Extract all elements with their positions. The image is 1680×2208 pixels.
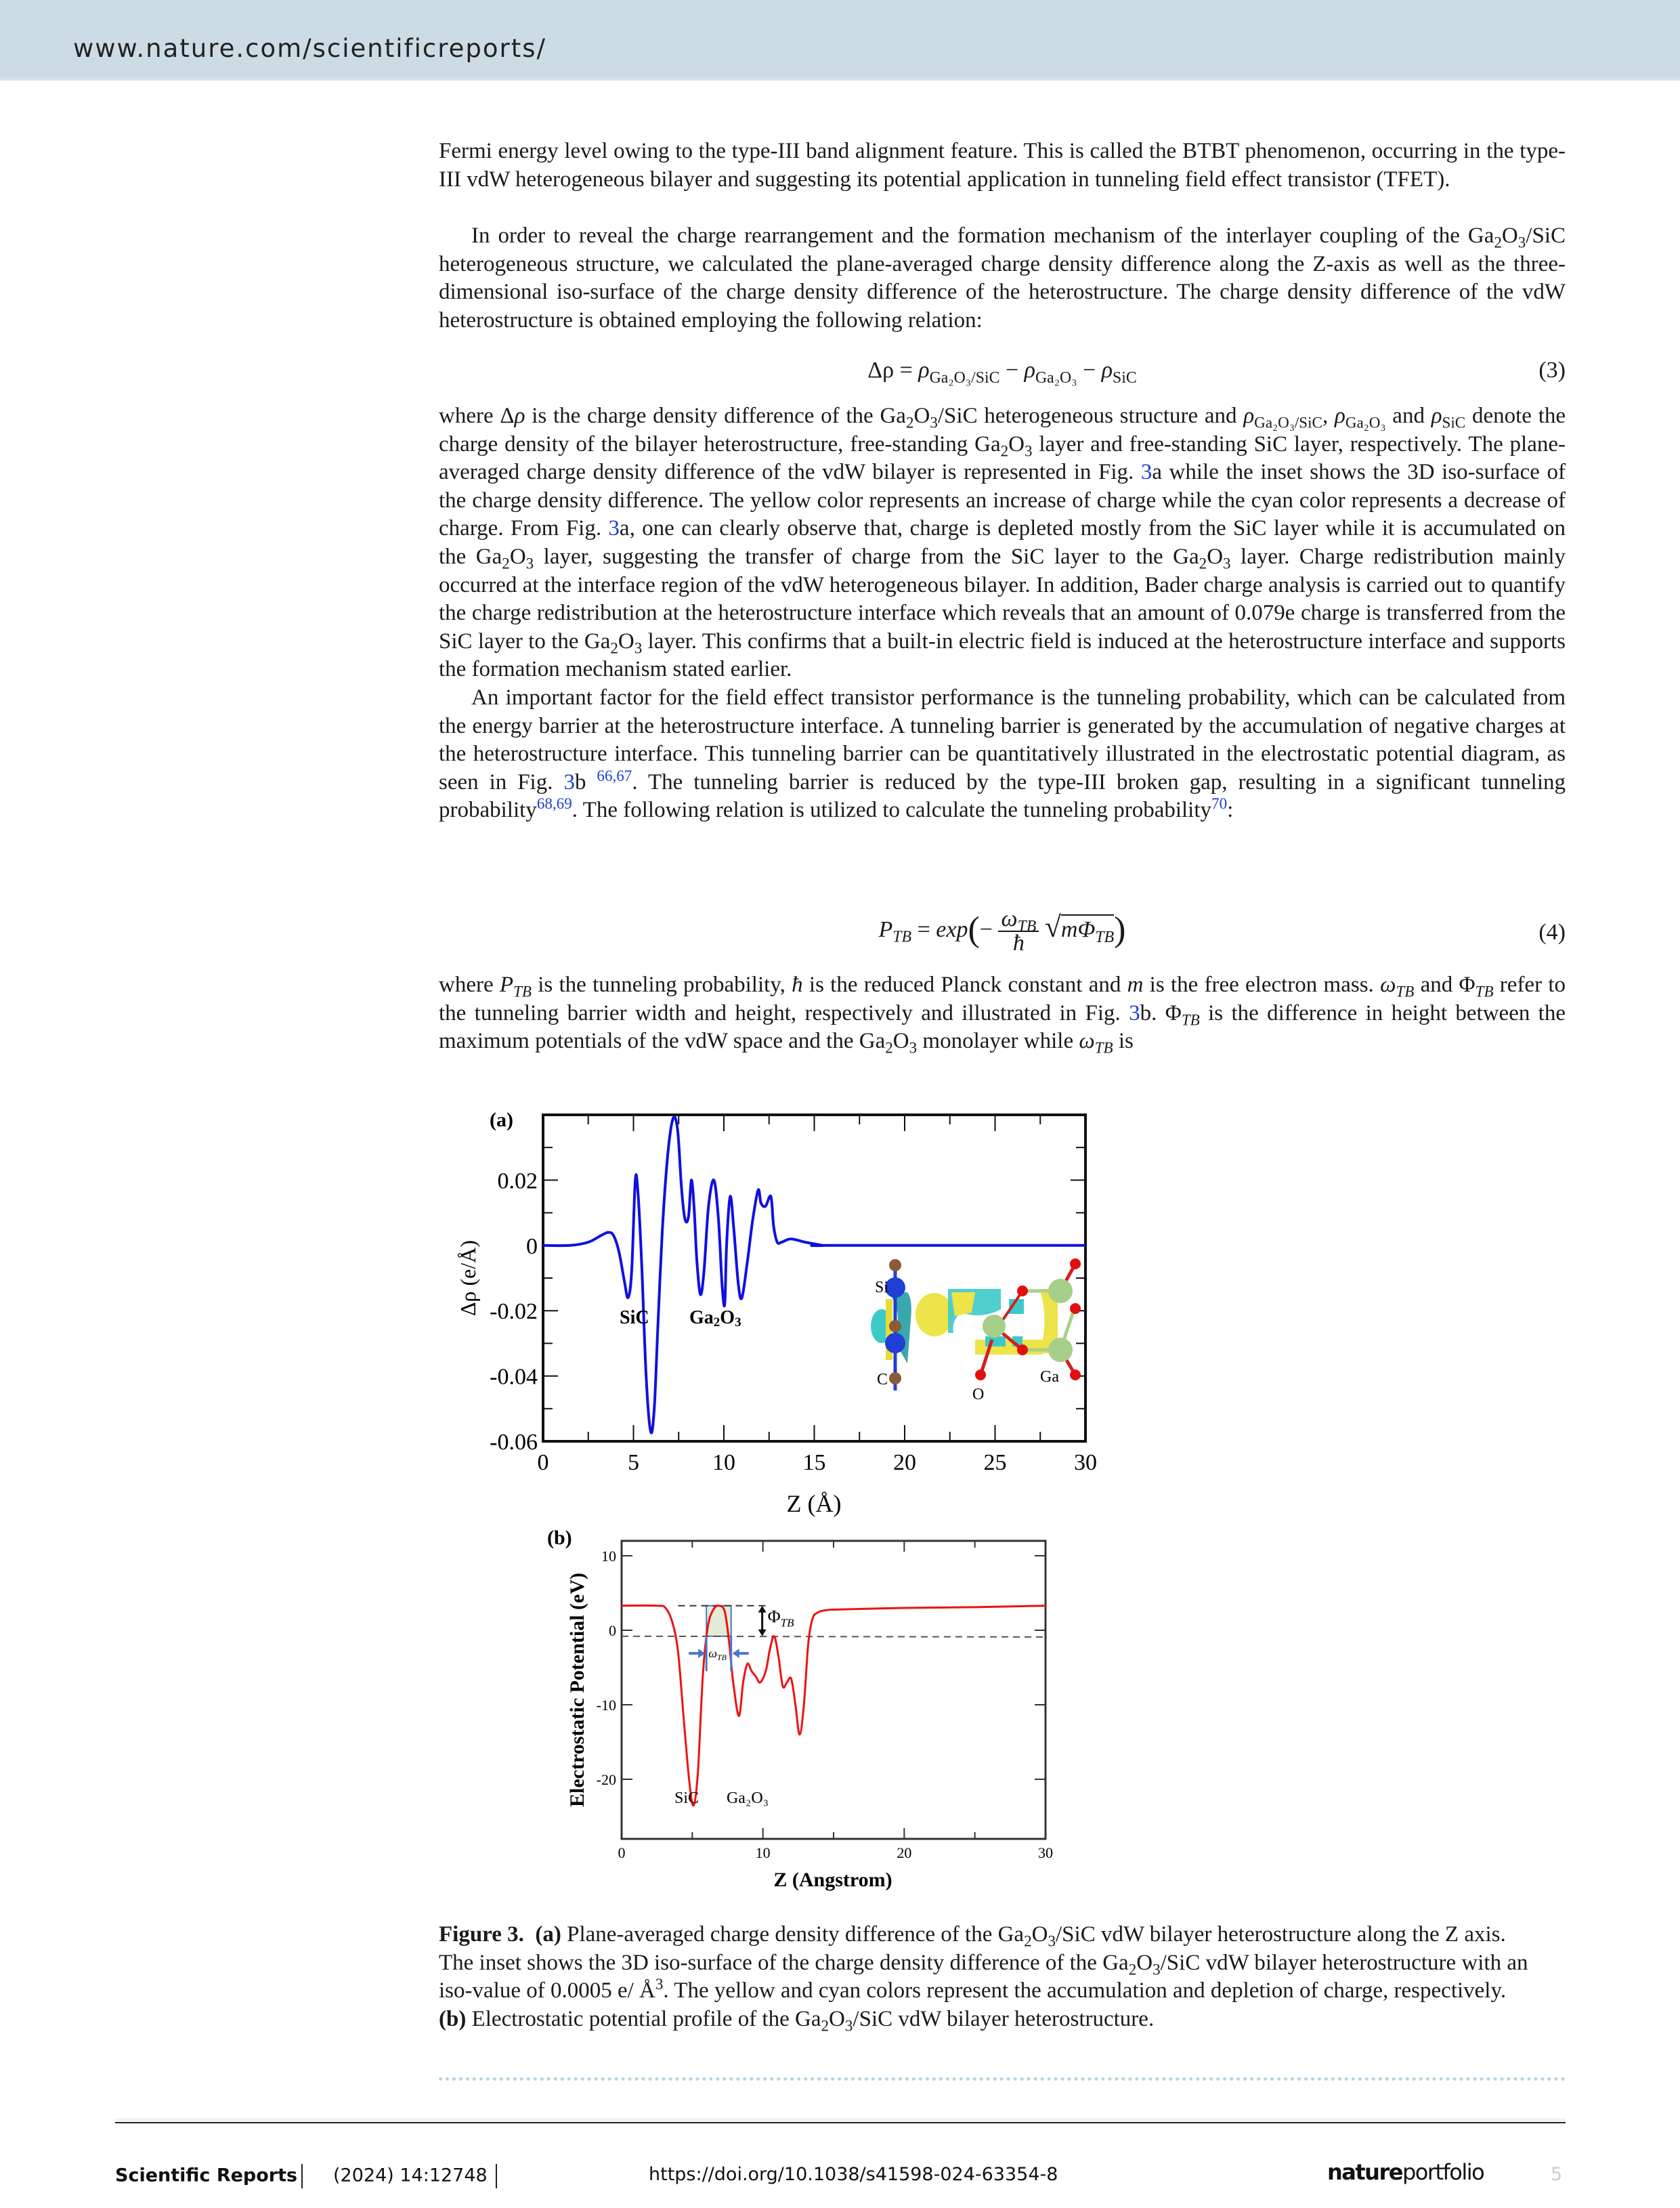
figure-3-link[interactable]: 3 — [1129, 1000, 1140, 1025]
x-tick-label: 20 — [897, 1844, 912, 1861]
paragraph-2-text: In order to reveal the charge rearrangement and the formation mechanism of the interlayer coupling of the $Ga_2O_3$/SiC heterogeneous structure, we calculated the plane-averaged charge density difference along the Z-axis as well as the three-dimensional iso-surface of the charge density difference of the heterostructure. The charge density difference of the vdW heterostructure is obtained employing the following relation: — [439, 224, 1566, 333]
x-tick-label: 0 — [537, 1450, 549, 1475]
panel-label-a: (a) — [490, 1109, 513, 1131]
iso-accumulation-region — [916, 1293, 953, 1336]
footer-journal: Scientific Reports — [115, 2164, 303, 2188]
x-tick-label: 15 — [802, 1450, 826, 1475]
reference-line-ga2o3-max — [622, 1636, 1046, 1637]
inset-iso-surface — [871, 1258, 1081, 1403]
y-tick-label: 10 — [601, 1548, 616, 1565]
x-tick-label: 5 — [628, 1450, 639, 1475]
y-tick-label: -20 — [596, 1771, 616, 1788]
figure-3-link[interactable]: 3 — [563, 769, 575, 794]
x-tick-label: 20 — [893, 1450, 916, 1475]
atom-o — [1070, 1258, 1081, 1269]
page-number: 5 — [1551, 2164, 1563, 2185]
arrow-head — [758, 1630, 767, 1636]
footer-doi-link[interactable]: https://doi.org/10.1038/s41598-024-63354-8 — [649, 2164, 1058, 2185]
x-axis-label-a: Z (Å) — [786, 1490, 842, 1517]
page-header — [0, 0, 1680, 81]
atom-o — [1070, 1303, 1081, 1314]
atom-label-o: O — [972, 1386, 985, 1403]
footer-citation: (2024) 14:12748 — [333, 2164, 497, 2188]
x-tick-label: 10 — [712, 1450, 735, 1475]
figure-3-link[interactable]: 3 — [1140, 460, 1153, 485]
x-tick-label: 10 — [755, 1844, 771, 1861]
annotation-sic-b: SiC — [674, 1789, 699, 1807]
y-tick-label: 0 — [526, 1233, 538, 1259]
footer-shade — [115, 2118, 1566, 2121]
y-tick-label: -0.06 — [490, 1430, 538, 1455]
caption-label: Figure 3. — [439, 1922, 524, 1947]
citation-70[interactable]: 70 — [1211, 794, 1228, 813]
atom-o — [1070, 1370, 1081, 1380]
annotation-ga2o3-b: Ga₂O₃ — [726, 1789, 769, 1807]
annotation-ga2o3-a: Ga2O3 — [689, 1307, 741, 1330]
atom-label-c: C — [877, 1371, 888, 1388]
iso-depletion-region — [985, 1336, 1006, 1346]
x-axis-label-b: Z (Angstrom) — [773, 1869, 892, 1891]
phi-arrow — [758, 1606, 767, 1636]
atom-c — [889, 1259, 901, 1271]
equation-4-number: (4) — [1538, 920, 1566, 945]
citation-68-69[interactable]: 68,69 — [536, 794, 572, 813]
paragraph-4-text: An important factor for the field effect transistor performance is the tunneling probability, which can be calculated from the energy barrier at the heterostructure interface. A tunneling barrier is generated by the accumulation of negative charges at the heterostructure interface. This tunneling barrier can be quantitatively illustrated in the electrostatic potential diagram, as seen in Fig. 3b $^{66,67}$. The tunneling barrier is reduced by the type-III broken gap, resulting in a significant tunneling probability$^{68,69}$. The following relation is utilized to calculate the tunneling probability$^{70}$: — [439, 685, 1566, 823]
series-line-electrostatic-potential — [622, 1605, 1046, 1805]
y-axis-label-b: Electrostatic Potential (eV) — [566, 1573, 588, 1807]
x-tick-label: 30 — [1074, 1450, 1097, 1475]
x-tick-label: 0 — [618, 1844, 626, 1861]
y-tick-label: 0.02 — [497, 1168, 538, 1194]
paragraph-1 — [439, 137, 1566, 194]
figure-3a-chart — [433, 1097, 1111, 1517]
atom-label-si: Si — [875, 1279, 889, 1296]
atom-c — [889, 1320, 901, 1332]
paragraph-2 — [439, 222, 1566, 335]
equation-4 — [439, 901, 1566, 962]
paragraph-5 — [439, 971, 1566, 1056]
equation-3-formula: $\Delta\rho = \rho_{Ga_2O_3/SiC} - \rho_{Ga_2O_3} - \rho_{SiC}$ — [867, 358, 1137, 387]
journal-url[interactable]: www.nature.com/scientificreports/ — [73, 34, 546, 63]
y-tick-label: -0.04 — [490, 1364, 538, 1390]
atom-c — [889, 1372, 901, 1384]
equation-3-number: (3) — [1538, 358, 1566, 383]
equation-3 — [439, 358, 1566, 398]
atom-si — [885, 1333, 905, 1353]
nature-portfolio-logo: natureportfolio — [1327, 2159, 1484, 2185]
equation-4-formula: $P_{TB} = \exp(-$ $\omega_{TB}$ ħ $√m\Phi_{TB}$) — [878, 906, 1126, 956]
figure-3b-chart — [542, 1517, 1097, 1896]
iso-accumulation-region — [951, 1292, 975, 1316]
series-line-delta-rho — [543, 1117, 1085, 1433]
atom-o — [1017, 1286, 1028, 1296]
paragraph-5-text: where $P_{TB}$ is the tunneling probability, ħ is the reduced Planck constant and m is the free electron mass. $\omega_{TB}$ and $\Phi_{TB}$ refer to the tunneling barrier width and height, respectively and illustrated in Fig. 3b. $\Phi_{TB}$ is the difference in height between the maximum potentials of the vdW space and the $Ga_2O_3$ monolayer while $\omega_{TB}$ is — [439, 973, 1566, 1057]
y-tick-label: -0.02 — [490, 1299, 538, 1325]
annotation-omega-tb: $\omega_{TB}$ — [708, 1647, 727, 1663]
arrow-head — [733, 1649, 739, 1658]
figure-caption: Figure 3. (a) Plane-averaged charge density difference of the $Ga_2O_3$/SiC vdW bilayer heterostructure along the Z axis. The inset shows the 3D iso-surface of the charge density difference of the $Ga_2O_3$/SiC vdW bilayer heterostructure with an iso-value of 0.0005 e/ $Å^3$. The yellow and cyan colors represent the accumulation and depletion of charge, respectively. (b) Electrostatic potential profile of the $Ga_2O_3$/SiC vdW bilayer heterostructure. — [439, 1922, 1528, 2035]
x-tick-label: 30 — [1038, 1844, 1053, 1861]
y-axis-label-a: Δρ (e/Å) — [456, 1239, 480, 1317]
x-tick-label: 25 — [983, 1450, 1007, 1475]
atom-o — [975, 1370, 986, 1380]
caption-divider — [439, 2077, 1566, 2081]
annotation-sic-a: SiC — [620, 1307, 649, 1328]
figure-3-link[interactable]: 3 — [608, 516, 620, 541]
atom-o — [1017, 1344, 1028, 1355]
panel-label-b: (b) — [547, 1527, 572, 1549]
footer-divider — [115, 2122, 1566, 2123]
paragraph-3 — [439, 402, 1566, 825]
atom-label-ga: Ga — [1040, 1368, 1059, 1386]
citation-66-67[interactable]: 66,67 — [597, 766, 632, 784]
atom-ga — [1048, 1338, 1073, 1362]
y-tick-label: -10 — [596, 1697, 616, 1714]
paragraph-3-text: where Δρ is the charge density difference of the $Ga_2O_3$/SiC heterogeneous structure and $\rho_{Ga_2O_3/SiC}$, $\rho_{Ga_2O_3}$ and $\rho_{SiC}$ denote the charge density of the bilayer heterostructure, free-standing $Ga_2O_3$ layer and free-standing SiC layer, respectively. The plane-averaged charge density difference of the vdW bilayer is represented in Fig. 3a while the inset shows the 3D iso-surface of the charge density difference. The yellow color represents an increase of charge while the cyan color represents a decrease of charge. From Fig. 3a, one can clearly observe that, charge is depleted mostly from the SiC layer while it is accumulated on the $Ga_2O_3$ layer, suggesting the transfer of charge from the SiC layer to the $Ga_2O_3$ layer. Charge redistribution mainly occurred at the interface region of the vdW heterogeneous bilayer. In addition, Bader charge analysis is carried out to quantify the charge redistribution at the heterostructure interface which reveals that an amount of 0.079e charge is transferred from the SiC layer to the $Ga_2O_3$ layer. This confirms that a built-in electric field is induced at the heterostructure interface and supports the formation mechanism stated earlier. — [439, 404, 1566, 682]
paragraph-1-text: Fermi energy level owing to the type-III band alignment feature. This is called the BTBT phenomenon, occurring in the type-III vdW heterogeneous bilayer and suggesting its potential application in tunneling field effect transistor (TFET). — [439, 139, 1566, 192]
atom-ga — [983, 1315, 1006, 1338]
annotation-phi-tb: $\Phi_{TB}$ — [767, 1607, 794, 1630]
y-tick-label: 0 — [609, 1622, 616, 1639]
arrow-head — [758, 1606, 767, 1613]
atom-ga — [1048, 1279, 1073, 1303]
